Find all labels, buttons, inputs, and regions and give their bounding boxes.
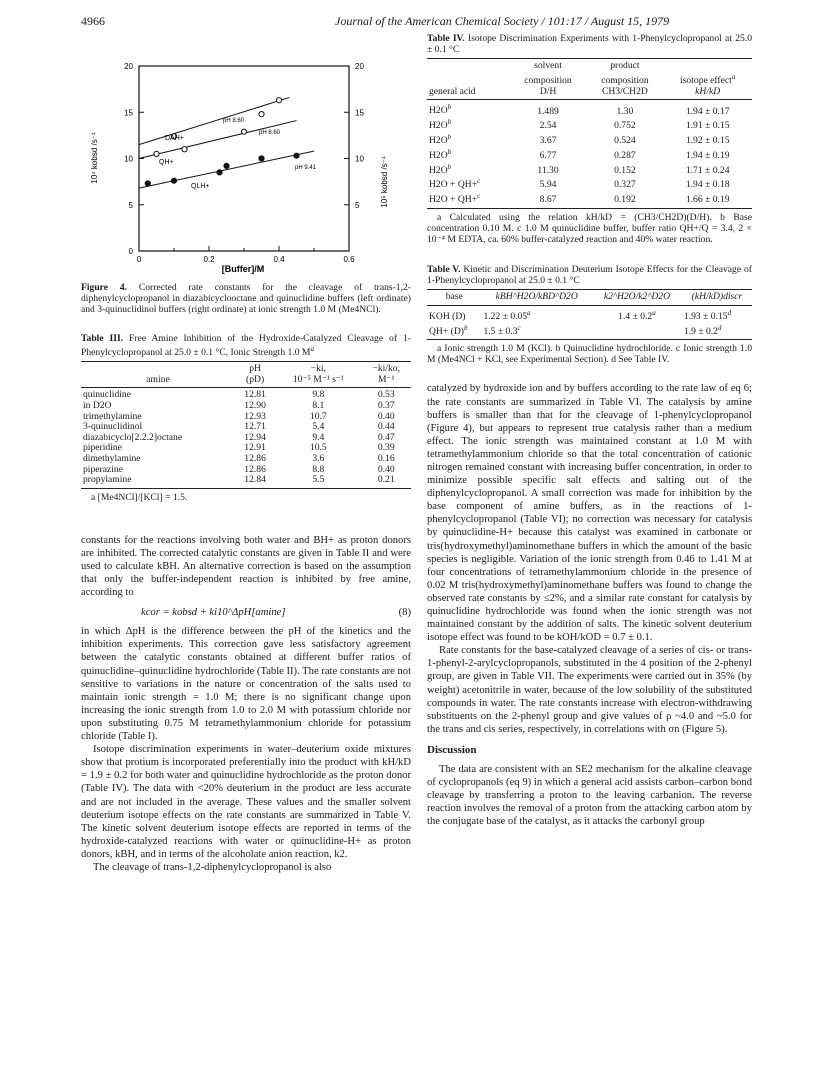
cell-comp: 0.192 bbox=[614, 194, 636, 206]
paragraph: Rate constants for the base-catalyzed cleavage of a series of cis- or trans-1-phenyl-2-arylcyclopropanols, substituted in the 4 position of the 2-phenyl group, are given in Table VII. The experiments were carried out in 35% (by weight) acetonitrile in water, because of the low solubility of the substituted compounds in water. The rate constants increase with electron-withdrawing substituents on the 2-phenyl group and give values of ρ ~4.0 and ~5.0 for the trans and cis series, respectively, in correlations with σn (Figure 5). bbox=[427, 645, 752, 735]
cell-k2: 1.4 ± 0.2 bbox=[618, 311, 653, 323]
table-5-label: Table V. bbox=[427, 263, 461, 275]
annotation-ph-860-dah: pH 8.60 bbox=[223, 118, 245, 124]
table-3-caption bbox=[81, 333, 411, 359]
x-tick-label: 0.6 bbox=[343, 255, 355, 264]
cell-ki: 10.7 bbox=[309, 410, 327, 422]
cell-ratio: 0.40 bbox=[377, 463, 395, 475]
cell-ki: 9.8 bbox=[312, 389, 325, 401]
left-column bbox=[81, 58, 411, 874]
cell-dh: 5.94 bbox=[539, 179, 557, 191]
table-row bbox=[427, 305, 752, 322]
table-4-title: Isotope Discrimination Experiments with 1-Phenylcyclopropanol at 25.0 ± 0.1 °C bbox=[427, 33, 753, 56]
data-point bbox=[217, 170, 222, 175]
cell-acid-sup: c bbox=[477, 177, 481, 186]
table-row bbox=[81, 475, 411, 488]
cell-ph: 12.90 bbox=[244, 399, 266, 411]
cell-kd-sup: d bbox=[717, 323, 722, 332]
table-3-title: Free Amine Inhibition of the Hydroxide-Catalyzed Cleavage of 1-Phenylcyclopropanol at 25.0 ± 0.1 °C, Ionic Strength 1.0 M bbox=[81, 332, 411, 358]
table-3-label: Table III. bbox=[81, 332, 124, 344]
table-3-caption-sup: a bbox=[310, 344, 314, 353]
cell-comp: 1.30 bbox=[616, 105, 634, 117]
annotation-ph-860-qh: pH 8.60 bbox=[259, 130, 281, 136]
y-right-tick-label: 5 bbox=[355, 200, 360, 210]
col-header-ratio: −ki/ko, bbox=[361, 362, 411, 375]
figure-4-caption bbox=[81, 282, 411, 316]
y-tick-label: 20 bbox=[124, 62, 133, 71]
figure-4-caption-text: Corrected rate constants for the cleavage of trans-1,2-diphenylcyclopropanol in diazabicyclooctane and quinuclidine buffers (left ordinate) and 3-quinuclidinol buffers (right ordinate) at ionic strength 1.0 M (Me4NCl). bbox=[81, 282, 411, 316]
cell-base-sup: b bbox=[463, 323, 468, 332]
table-row bbox=[427, 176, 752, 191]
equation-number: (8) bbox=[398, 607, 411, 619]
cell-amine: piperazine bbox=[83, 463, 123, 475]
cell-k2-sup: a bbox=[652, 308, 656, 317]
cell-amine: trimethylamine bbox=[83, 410, 142, 422]
cell-iso: 1.94 ± 0.17 bbox=[685, 105, 730, 117]
cell-amine: piperidine bbox=[83, 442, 122, 454]
paragraph: The data are consistent with an SE2 mechanism for the alkaline cleavage of cyclopropanols (eq 9) in which a general acid assists carbon–carbon bond cleavage by transferring a proton to the leaving carbanion. The reverse reaction involves the removal of a proton from the attacking carbon atom by the conjugate base of the catalyst, as it attacks the carbonyl group bbox=[427, 764, 752, 828]
col-header-ki: −ki, bbox=[275, 362, 361, 375]
x-tick-label: 0 bbox=[136, 255, 142, 264]
col-header-kbh: kBH^H2O/kBD^D2O bbox=[481, 290, 591, 306]
cell-ki: 10.5 bbox=[309, 442, 327, 454]
cell-acid: H2O bbox=[429, 135, 448, 147]
section-heading: Discussion bbox=[427, 743, 477, 756]
table-4-caption bbox=[427, 33, 752, 55]
data-point bbox=[171, 178, 176, 183]
table-row bbox=[427, 100, 752, 117]
figure-4-caption-label: Figure 4. bbox=[81, 282, 128, 293]
col-header-dh: D/H bbox=[510, 87, 587, 100]
table-5-caption bbox=[427, 264, 752, 286]
cell-ki: 5.4 bbox=[312, 421, 325, 433]
paragraph: in which ΔpH is the difference between the pH of the kinetics and the inhibition experiments. This correction gave less satisfactory agreement between the catalytic constants obtained at different buffer ratios of quinuclidine–quinuclidine hydrochloride (Table II). The rate constants are not sensitive to variations in the nature or concentration of the salts used to maintain ionic strength = 1.0 M; there is no significant change upon increasing the ionic strength from 1.0 to 2.0 M with potassium chloride nor upon substituting 0.75 M tetramethylammonium chloride for potassium chloride (Table I). bbox=[81, 626, 412, 743]
col-header-ch3: CH3/CH2D bbox=[586, 87, 663, 100]
col-header-pd: (pD) bbox=[235, 375, 275, 388]
y-tick-label: 10 bbox=[124, 154, 133, 164]
data-point bbox=[241, 129, 246, 134]
data-point bbox=[145, 181, 150, 186]
series-line bbox=[139, 121, 297, 159]
cell-acid-sup: b bbox=[447, 132, 452, 141]
cell-comp: 0.152 bbox=[614, 164, 636, 176]
cell-kbh: 1.5 ± 0.3 bbox=[483, 325, 518, 337]
data-point bbox=[259, 112, 264, 117]
right-column bbox=[427, 33, 752, 829]
cell-base: QH+ (D) bbox=[429, 325, 464, 337]
cell-ph: 12.86 bbox=[244, 463, 266, 475]
data-point bbox=[276, 98, 281, 103]
cell-dh: 3.67 bbox=[539, 135, 557, 147]
cell-dh: 1.489 bbox=[537, 105, 559, 117]
y-right-tick-label: 15 bbox=[355, 108, 364, 118]
figure-4 bbox=[81, 58, 411, 280]
col-header-k2: k2^H2O/k2^D2O bbox=[592, 290, 682, 306]
equation: kcor = kobsd + ki10^ΔpH[amine] bbox=[141, 607, 286, 619]
cell-ph: 12.93 bbox=[244, 410, 266, 422]
y-tick-label: 15 bbox=[124, 108, 133, 118]
cell-ki: 9.4 bbox=[312, 431, 325, 443]
cell-acid: H2O + QH+ bbox=[429, 179, 478, 191]
cell-kd: 1.93 ± 0.15 bbox=[683, 311, 728, 323]
annotation-ph-941: pH 9.41 bbox=[295, 165, 317, 171]
annotation-qh: QH+ bbox=[159, 159, 174, 166]
table-4-footnote: a Calculated using the relation kH/kD = (CH3/CH2D)(D/H). b Base concentration 0.10 M. c 1.0 M quinuclidine buffer, buffer ratio QH+/Q = 3.4, 2 × 10⁻⁴ M EDTA, ca. 60% buffer-catalyzed reaction and 40% water reaction. bbox=[427, 211, 752, 245]
col-header-isotope: isotope effect bbox=[680, 75, 732, 87]
cell-kd-sup: d bbox=[727, 308, 732, 317]
table-5-footnote: a Ionic strength 1.0 M (KCl). b Quinuclidine hydrochloride. c Ionic strength 1.0 M (Me4NCl + KCl, see Experimental Section). d See Table IV. bbox=[427, 343, 752, 366]
cell-dh: 2.54 bbox=[539, 120, 557, 132]
cell-acid-sup: c bbox=[477, 192, 481, 201]
paragraph: catalyzed by hydroxide ion and by buffers according to the rate law of eq 6; the rate constants are summarized in Table VI. The catalysis by amine buffers is smaller than that for the cleavage of 1-phenylcyclopropanol (Figure 4), but appears to represent true catalysis rather than a medium effect. The ionic strength was maintained constant at 1.0 M with tetramethylammonium chloride so that the total concentration of cationic nitrogen remained constant with increasing buffer concentration, in order to minimize possible specific salt effects and salting out of the diphenylcyclopropanol. A small correction was made for inhibition by the base component of amine buffers, as in the reactions of 1-phenylcyclopropanol (Table VI); no correction was necessary for catalysis by quinuclidine-H+ because this catalyst was examined in carbonate or tris(hydroxymethyl)aminomethane buffers in which the amount of the basic species is negligible. Variation of the ionic strength from 0.46 to 1.41 M at four concentrations of tetramethylammonium chloride in the presence of 0.02 M tris(hydroxymethyl)aminomethane buffers was found to change the observed rate constants by ≤2%, and a similar rate constant for catalysis by quinuclidine hydrochloride was found when the ionic strength was not maintained constant by the addition of salts. The kinetic solvent deuterium isotope effect was found to be kOH/kOD = 0.7 ± 0.1. bbox=[427, 383, 752, 644]
cell-iso: 1.91 ± 0.15 bbox=[685, 120, 730, 132]
col-header-ratio-units: M⁻¹ bbox=[361, 375, 411, 388]
cell-ratio: 0.39 bbox=[377, 442, 395, 454]
right-body-text bbox=[427, 382, 752, 828]
cell-base: KOH (D) bbox=[429, 311, 466, 323]
data-point bbox=[154, 151, 159, 156]
table-3 bbox=[81, 333, 411, 503]
col-header-isotope-sup: a bbox=[731, 73, 736, 81]
cell-ph: 12.81 bbox=[244, 389, 266, 401]
cell-ph: 12.91 bbox=[244, 442, 266, 454]
cell-acid-sup: b bbox=[447, 162, 452, 171]
cell-amine: 3-quinuclidinol bbox=[83, 421, 143, 433]
cell-amine: propylamine bbox=[83, 474, 132, 486]
cell-amine: quinuclidine bbox=[83, 389, 131, 401]
table-row bbox=[427, 323, 752, 340]
data-point bbox=[224, 163, 229, 168]
annotation-qlh: QLH+ bbox=[191, 183, 210, 190]
col-header-product: product bbox=[586, 59, 663, 72]
table-row bbox=[427, 132, 752, 147]
x-axis-label: [Buffer]/M bbox=[221, 264, 265, 274]
page-number: 4966 bbox=[81, 14, 105, 28]
paragraph: Isotope discrimination experiments in water–deuterium oxide mixtures show that protium is incorporated preferentially into the product with kH/kD = 1.9 ± 0.2 for both water and quinuclidine hydrochloride as the proton donor (Table IV). The data with <20% deuterium in the product are less accurate and are not included in the average. These values and the smaller solvent deuterium isotope effects on the rate constants are summarized in Table V. The kinetic solvent deuterium isotope effects are reported in terms of the hydroxide-catalyzed reactions with water or quinuclidine-H+ as proton donors, kBH, and in terms of the alcoholate anion reaction, k2. bbox=[81, 744, 411, 860]
cell-acid-sup: b bbox=[447, 147, 452, 156]
paragraph: constants for the reactions involving both water and BH+ as proton donors are inhibited. The corrected catalytic constants are given in Table II and were used to calculate kBH. An alternative correction is based on the assumption that only the buffer-independent reaction is inhibited by free amine, according to bbox=[81, 534, 411, 599]
cell-comp: 0.752 bbox=[614, 120, 636, 132]
cell-ratio: 0.16 bbox=[377, 452, 395, 464]
left-body-text bbox=[81, 534, 411, 874]
cell-acid-sup: b bbox=[447, 118, 452, 127]
cell-acid: H2O bbox=[429, 105, 448, 117]
cell-ph: 12.86 bbox=[244, 452, 266, 464]
cell-dh: 6.77 bbox=[539, 149, 557, 161]
figure-4-chart bbox=[81, 58, 411, 280]
table-4-label: Table IV. bbox=[427, 33, 465, 44]
paragraph: The cleavage of trans-1,2-diphenylcyclopropanol is also bbox=[93, 861, 332, 873]
col-header-amine: amine bbox=[81, 375, 235, 388]
cell-amine: dimethylamine bbox=[83, 452, 141, 464]
col-header-kd: (kH/kD)discr bbox=[682, 290, 752, 306]
journal-header: Journal of the American Chemical Society / 101:17 / August 15, 1979 bbox=[335, 14, 670, 28]
col-header-solvent-comp: composition bbox=[524, 75, 572, 87]
cell-ki: 8.1 bbox=[312, 399, 325, 411]
table-4 bbox=[427, 33, 752, 245]
cell-ratio: 0.44 bbox=[377, 421, 395, 433]
col-header-khkd: kH/kD bbox=[663, 87, 752, 100]
table-5 bbox=[427, 264, 752, 366]
col-header-ki-units: 10⁻⁵ M⁻¹ s⁻¹ bbox=[275, 375, 361, 388]
cell-ph: 12.84 bbox=[244, 474, 266, 486]
table-5-grid bbox=[427, 289, 752, 340]
cell-ratio: 0.47 bbox=[377, 431, 395, 443]
cell-acid-sup: b bbox=[447, 103, 452, 112]
cell-kbh: 1.22 ± 0.05 bbox=[483, 311, 528, 323]
series-line bbox=[139, 97, 290, 144]
cell-kbh-sup: c bbox=[517, 323, 521, 332]
table-5-title: Kinetic and Discrimination Deuterium Isotope Effects for the Cleavage of 1-Phenylcyclopropanol at 25.0 ± 0.1 °C bbox=[427, 263, 752, 287]
table-row bbox=[427, 117, 752, 132]
data-point bbox=[182, 147, 187, 152]
cell-ki: 3.6 bbox=[312, 452, 325, 464]
cell-iso: 1.66 ± 0.19 bbox=[685, 194, 730, 206]
cell-iso: 1.94 ± 0.19 bbox=[685, 149, 730, 161]
cell-comp: 0.524 bbox=[614, 135, 636, 147]
col-header-acid: general acid bbox=[427, 87, 510, 100]
y-right-tick-label: 10 bbox=[355, 154, 364, 164]
table-3-grid bbox=[81, 361, 411, 489]
cell-dh: 11.30 bbox=[537, 164, 559, 176]
col-header-solvent: solvent bbox=[510, 59, 587, 72]
cell-kbh-sup: a bbox=[527, 308, 531, 317]
cell-iso: 1.94 ± 0.18 bbox=[685, 179, 730, 191]
cell-ratio: 0.37 bbox=[377, 399, 395, 411]
data-point bbox=[294, 153, 299, 158]
cell-ratio: 0.53 bbox=[377, 389, 395, 401]
cell-ki: 8.8 bbox=[312, 463, 325, 475]
table-row bbox=[427, 162, 752, 177]
cell-ph: 12.94 bbox=[244, 431, 266, 443]
cell-amine: in D2O bbox=[83, 399, 112, 411]
col-header-ph: pH bbox=[235, 362, 275, 375]
y-tick-label: 0 bbox=[128, 247, 133, 256]
x-tick-label: 0.2 bbox=[203, 255, 215, 264]
cell-dh: 8.67 bbox=[539, 194, 557, 206]
data-point bbox=[259, 156, 264, 161]
cell-acid: H2O bbox=[429, 149, 448, 161]
y-tick-label: 5 bbox=[128, 200, 133, 210]
cell-ratio: 0.40 bbox=[377, 410, 395, 422]
cell-acid: H2O + QH+ bbox=[429, 194, 478, 206]
cell-ratio: 0.21 bbox=[377, 474, 395, 486]
table-row bbox=[427, 191, 752, 208]
table-row bbox=[427, 147, 752, 162]
y-right-tick-label: 20 bbox=[355, 62, 364, 71]
cell-comp: 0.287 bbox=[614, 149, 636, 161]
cell-iso: 1.71 ± 0.24 bbox=[685, 164, 730, 176]
cell-ph: 12.71 bbox=[244, 421, 266, 433]
y-axis-label-right: 10⁵ kobsd /s⁻¹ bbox=[380, 156, 389, 208]
x-tick-label: 0.4 bbox=[273, 255, 285, 264]
table-3-footnote: a [Me4NCl]/[KCl] = 1.5. bbox=[91, 491, 188, 503]
cell-ki: 5.5 bbox=[312, 474, 325, 486]
cell-iso: 1.92 ± 0.15 bbox=[685, 135, 730, 147]
cell-comp: 0.327 bbox=[614, 179, 636, 191]
cell-acid: H2O bbox=[429, 120, 448, 132]
col-header-product-comp: composition bbox=[601, 75, 649, 87]
equation-8 bbox=[81, 606, 411, 619]
annotation-dah: DAH+ bbox=[165, 135, 184, 142]
cell-acid: H2O bbox=[429, 164, 448, 176]
cell-kd: 1.9 ± 0.2 bbox=[683, 325, 718, 337]
y-axis-label-left: 10⁴ kobsd /s⁻¹ bbox=[90, 132, 99, 184]
series-line bbox=[139, 151, 314, 188]
cell-amine: diazabicyclo[2.2.2]octane bbox=[83, 431, 183, 443]
table-4-grid bbox=[427, 58, 752, 208]
col-header-base: base bbox=[427, 290, 481, 306]
